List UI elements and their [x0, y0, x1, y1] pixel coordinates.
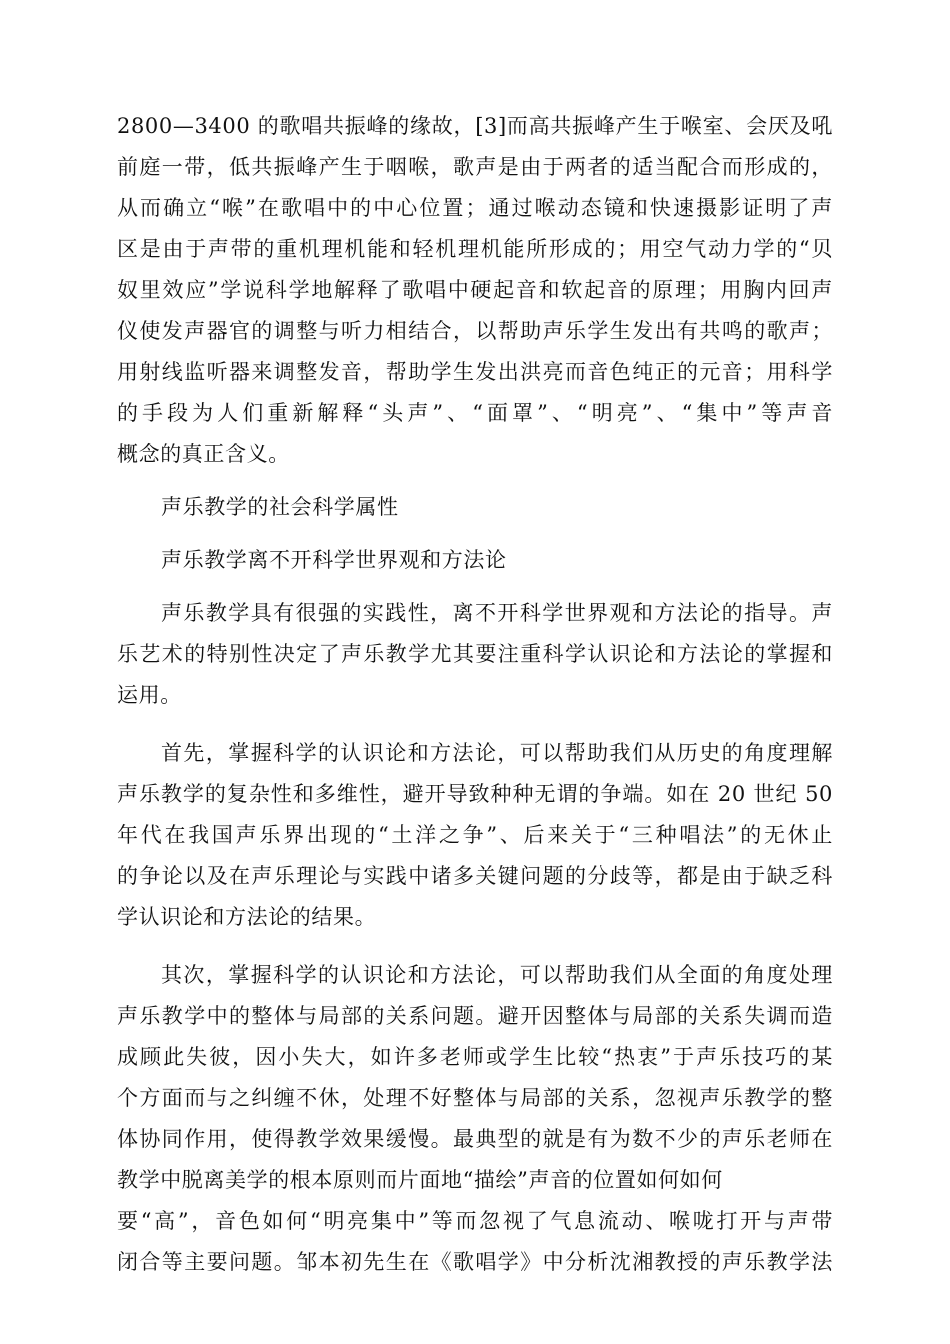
- heading-text: 声乐教学的社会科学属性: [161, 495, 399, 519]
- text-line: 声乐教学的复杂性和多维性，避开导致种种无谓的争端。如在 20 世纪 50: [117, 782, 833, 806]
- paragraph: [117, 733, 833, 938]
- text-line: 奴里效应”学说科学地解释了歌唱中硬起音和软起音的原理；用胸内回声: [117, 278, 833, 302]
- text-line: 教学中脱离美学的根本原则而片面地“描绘”声音的位置如何如何: [117, 1168, 723, 1192]
- text-line: 其次，掌握科学的认识论和方法论，可以帮助我们从全面的角度处理: [161, 963, 833, 987]
- text-line: 前庭一带，低共振峰产生于咽喉，歌声是由于两者的适当配合而形成的，: [117, 155, 833, 179]
- text-line: 概念的真正含义。: [117, 442, 290, 466]
- heading-text: 声乐教学离不开科学世界观和方法论: [161, 548, 507, 572]
- text-line: 用射线监听器来调整发音，帮助学生发出洪亮而音色纯正的元音；用科学: [117, 360, 833, 384]
- paragraph: [117, 593, 833, 716]
- text-line: 体协同作用，使得教学效果缓慢。最典型的就是有为数不少的声乐老师在: [117, 1127, 833, 1151]
- paragraph: [117, 955, 833, 1283]
- text-line: 声乐教学具有很强的实践性，离不开科学世界观和方法论的指导。声: [161, 601, 833, 625]
- text-line: 年代在我国声乐界出现的“土洋之争”、后来关于“三种唱法”的无休止: [117, 823, 833, 847]
- text-line: 学认识论和方法论的结果。: [117, 905, 377, 929]
- text-line: 成顾此失彼，因小失大，如许多老师或学生比较“热衷”于声乐技巧的某: [117, 1045, 833, 1069]
- text-line: 声乐教学中的整体与局部的关系问题。避开因整体与局部的关系失调而造: [117, 1004, 833, 1028]
- text-line: 要“高”，音色如何“明亮集中”等而忽视了气息流动、喉咙打开与声带: [117, 1209, 833, 1233]
- document-body: [117, 106, 833, 1283]
- text-line: 的手段为人们重新解释“头声”、“面罩”、“明亮”、“集中”等声音: [117, 401, 833, 425]
- text-line: 仪使发声器官的调整与听力相结合，以帮助声乐学生发出有共鸣的歌声；: [117, 319, 833, 343]
- text-line: 个方面而与之纠缠不休，处理不好整体与局部的关系，忽视声乐教学的整: [117, 1086, 833, 1110]
- text-line: 闭合等主要问题。邹本初先生在《歌唱学》中分析沈湘教授的声乐教学法: [117, 1250, 833, 1274]
- paragraph: [117, 106, 833, 475]
- text-line: 从而确立“喉”在歌唱中的中心位置；通过喉动态镜和快速摄影证明了声: [117, 196, 833, 220]
- text-line: 运用。: [117, 683, 182, 707]
- text-line: 乐艺术的特别性决定了声乐教学尤其要注重科学认识论和方法论的掌握和: [117, 642, 833, 666]
- text-line: 的争论以及在声乐理论与实践中诸多关键问题的分歧等，都是由于缺乏科: [117, 864, 833, 888]
- text-line: 2800—3400 的歌唱共振峰的缘故，[3]而高共振峰产生于喉室、会厌及吼: [117, 114, 833, 138]
- section-heading: [117, 487, 833, 528]
- text-line: 区是由于声带的重机理机能和轻机理机能所形成的；用空气动力学的“贝: [117, 237, 833, 261]
- text-line: 首先，掌握科学的认识论和方法论，可以帮助我们从历史的角度理解: [161, 741, 833, 765]
- subsection-heading: [117, 540, 833, 581]
